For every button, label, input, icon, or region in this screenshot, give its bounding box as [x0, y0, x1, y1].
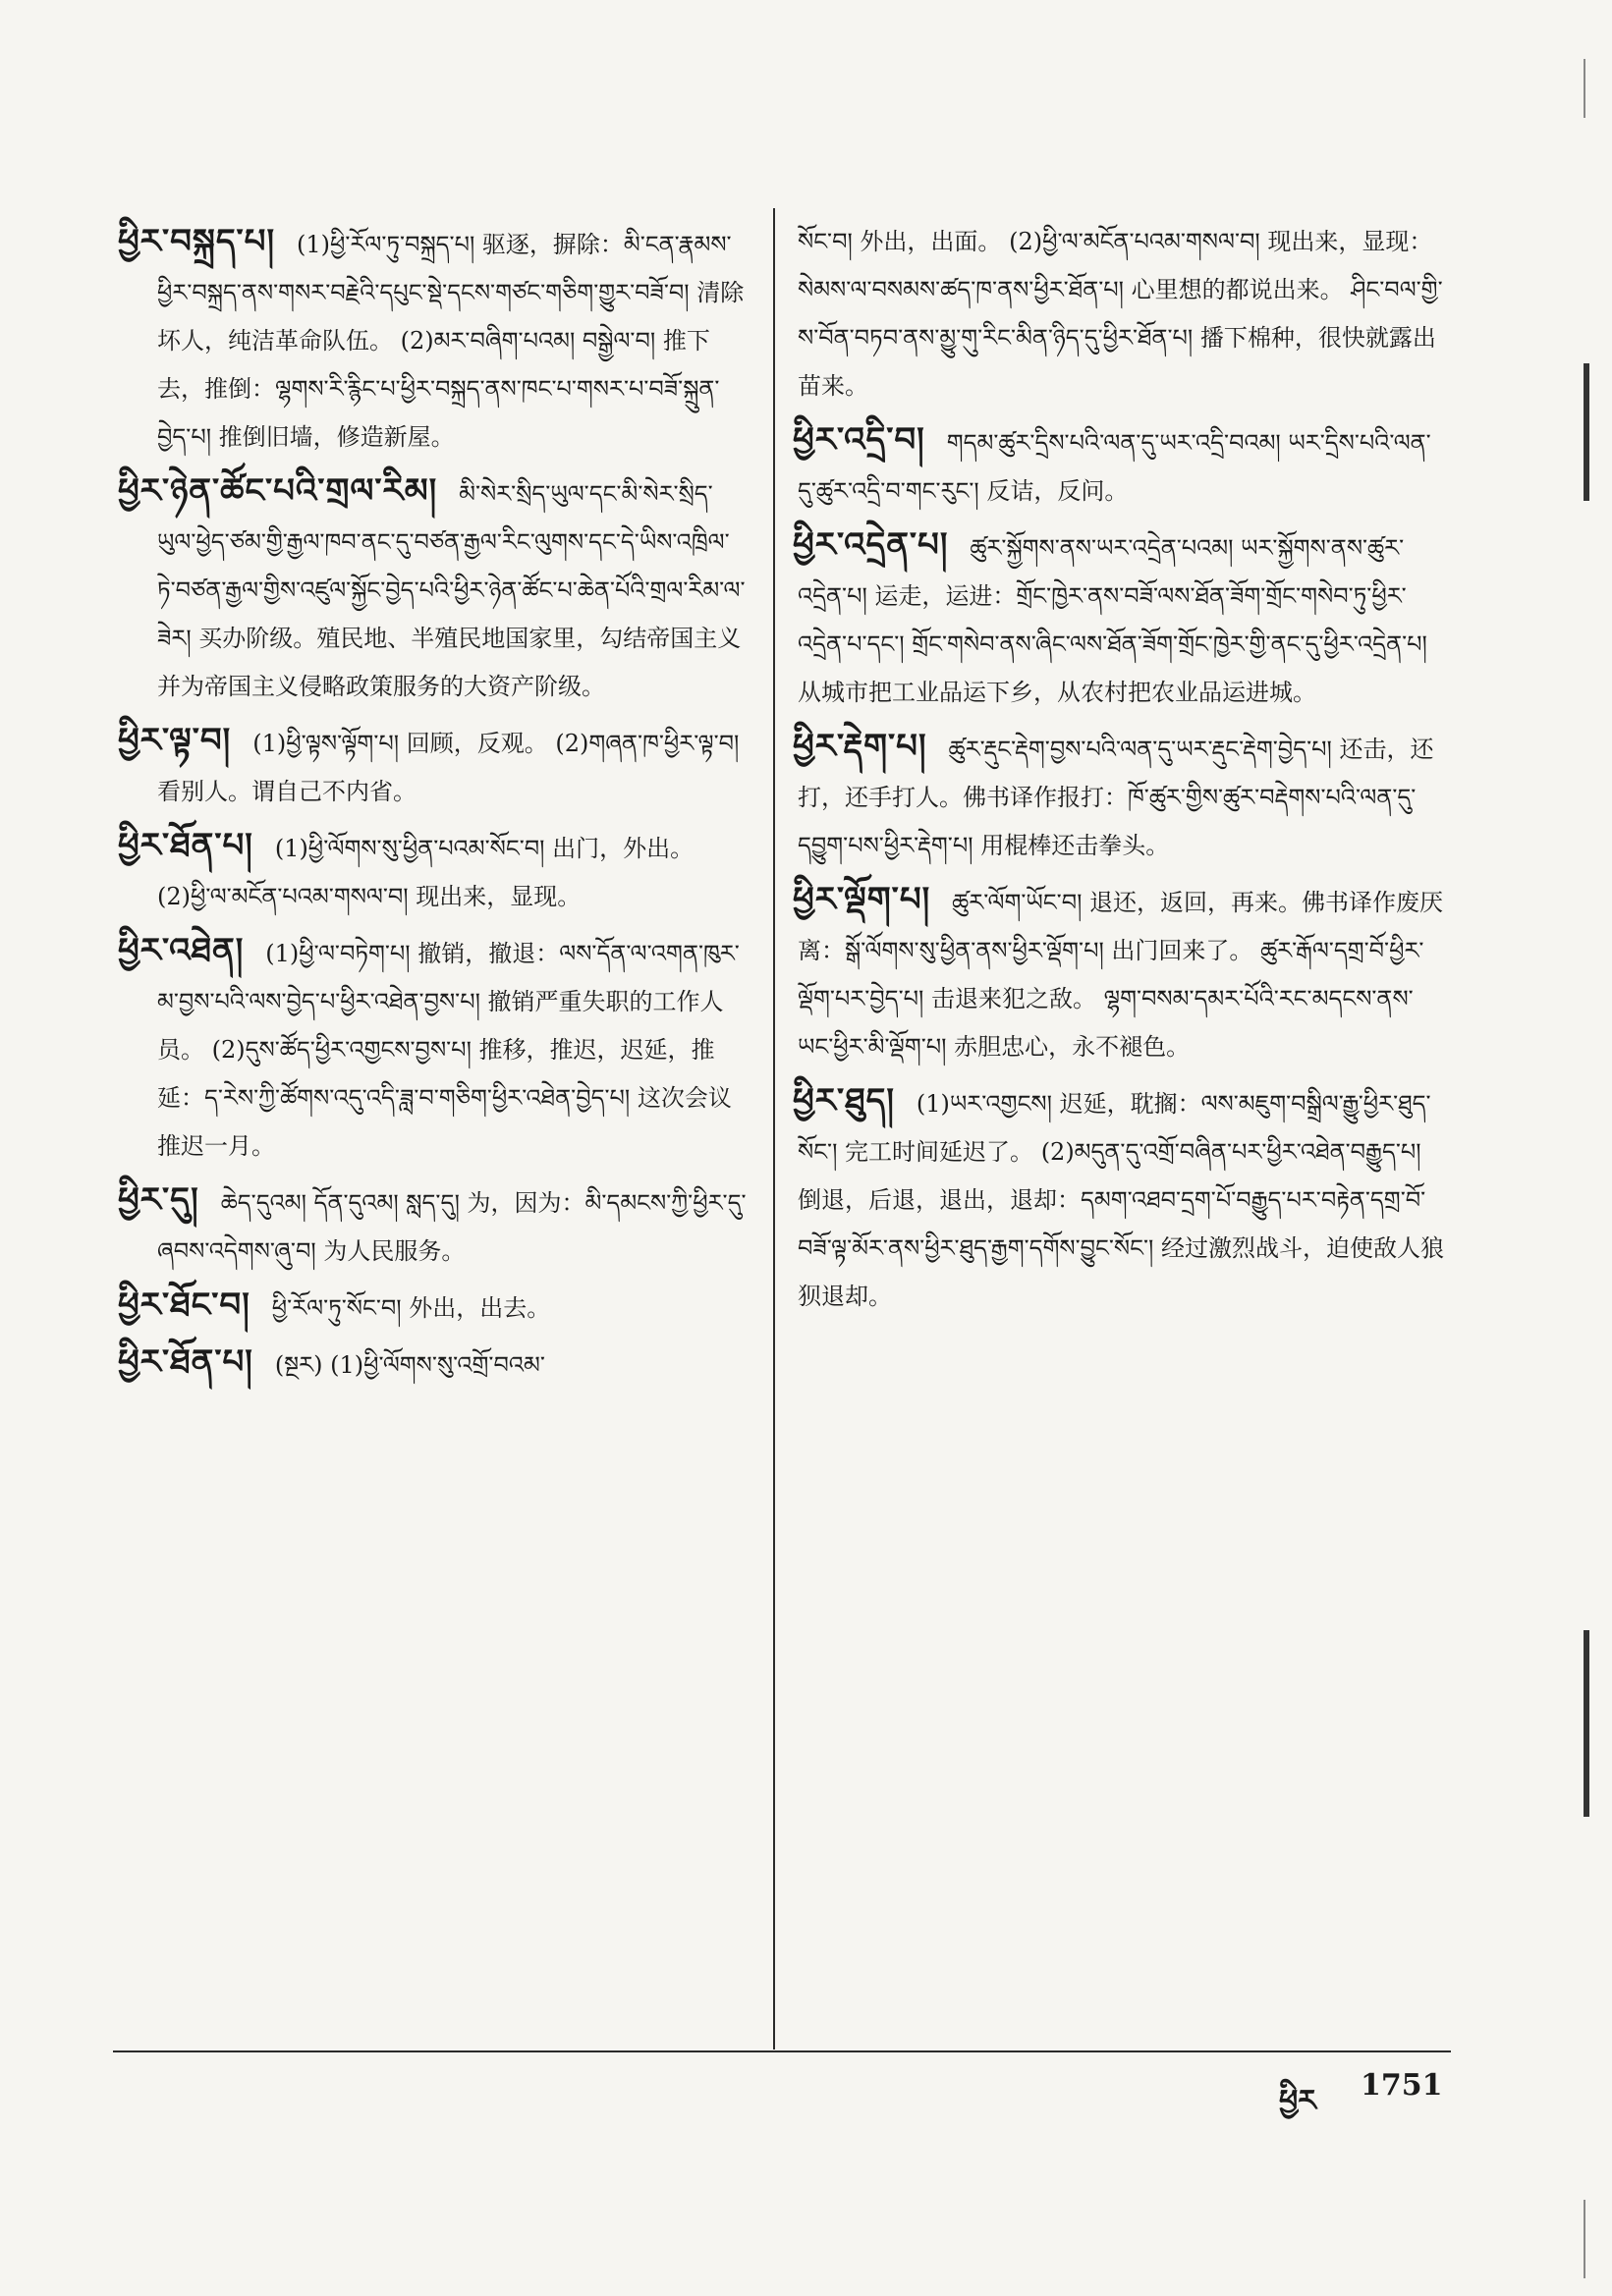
entry-definition: ཆེད་དུའམ། དོན་དུའམ། སླད་དུ། 为，因为：མི་དམངས་ཀྱི་ཕྱིར་དུ་ཞབས་འདེགས་ཞུ་བ། 为人民服务。 [157, 1189, 747, 1265]
entry-definition: (2)མར་བཞིག་པའམ། བསྒྱེལ་བ། 推下去，推倒：ལྷགས་རི་རྙིང་པ་ཕྱིར་བསྐྲད་ནས་ཁང་པ་གསར་པ་བཟོ་སྐྲུན་བྱེད་པ། 推倒旧墙，修造新屋。 [157, 327, 720, 451]
footer-rule [113, 2050, 1451, 2052]
column-divider [773, 208, 775, 2050]
entry-headword: ཕྱིར་ཐོང་བ། [118, 1285, 250, 1325]
entry-definition: གདམ་ཚུར་དྲིས་པའི་ལན་དུ་ཡར་འདྲི་བའམ། ཡར་དྲིས་པའི་ལན་དུ་ཚུར་འདྲི་བ་གང་རུང་། 反诘，反问。 [798, 429, 1431, 505]
dictionary-entry [118, 822, 747, 921]
entry-headword: ཕྱིར་འདྲི་བ། [793, 420, 925, 460]
dictionary-entry [793, 1077, 1446, 1321]
dictionary-entry [118, 717, 747, 816]
right-column [793, 218, 1446, 1327]
entry-headword: ཕྱིར་ཐོན་པ། [118, 826, 253, 865]
entry-headword: ཕྱིར་ཐོན་པ། [118, 1342, 253, 1382]
entry-definition: (1)ཕྱི་ལྟས་ལྟོག་པ། 回顾，反观。 [252, 730, 548, 757]
dictionary-entry [118, 218, 747, 462]
entry-headword: ཕྱིར་དུ། [118, 1180, 199, 1220]
entry-headword: ཕྱིར་ལྡོག་པ། [793, 880, 931, 919]
entry-definition: (2)ཕྱི་ལ་མངོན་པའམ་གསལ་བ། 现出来，显现：སེམས་ལ་བསམས་ཚད་ཁ་ནས་ཕྱིར་ཐོན་པ། 心里想的都说出来。 [798, 228, 1433, 303]
dictionary-entry [118, 927, 747, 1171]
entry-definition: ཚུར་རྡུང་རྡེག་བྱས་པའི་ལན་དུ་ཡར་རྡུང་རྡེག་བྱེད་པ། 还击，还打，还手打人。佛书译作报打：ཁོ་ཚུར་གྱིས་ཚུར་བརྡེགས་པའི་ལན་དུ་དབྱུག་པས་ཕྱིར་རྡེག་པ། 用棍棒还击拳头。 [798, 736, 1434, 859]
entry-definition: (1)ཕྱི་ལོགས་སུ་ཕྱིན་པའམ་སོང་བ། 出门，外出。 [274, 835, 695, 862]
entry-definition: (སྔར) (1)ཕྱི་ལོགས་སུ་འགྲོ་བའམ་ [274, 1351, 545, 1379]
entry-definition: (2)གཞན་ཁ་ཕྱིར་ལྟ་བ། 看别人。谓自己不内省。 [157, 730, 740, 805]
entry-definition: ཕྱི་རོལ་ཏུ་སོང་བ། 外出，出去。 [271, 1294, 551, 1322]
left-column [118, 218, 747, 1395]
dictionary-entry [118, 1282, 747, 1333]
entry-headword: ཕྱིར་ཐུད། [793, 1081, 895, 1121]
dictionary-entry [118, 1339, 747, 1390]
entry-headword: ཕྱིར་བསྐྲད་པ། [118, 222, 276, 261]
entry-headword: ཕྱིར་འདྲེན་པ། [793, 525, 949, 565]
dictionary-entry [793, 416, 1446, 516]
entry-definition: (2)ཕྱི་ལ་མངོན་པའམ་གསལ་བ། 现出来，显现。 [157, 883, 582, 910]
entry-definition: ཤིང་བལ་གྱི་ས་བོན་བཏབ་ནས་མྱུ་གུ་རིང་མིན་ཉིད་དུ་ཕྱིར་ཐོན་པ། 播下棉种，很快就露出苗来。 [798, 276, 1443, 400]
entry-definition: (1)ཡར་འགྱངས། 迟延，耽搁：ལས་མཇུག་བསྒྲིལ་རྒྱུ་ཕྱིར་ཐུད་སོང་། 完工时间延迟了。 [798, 1090, 1431, 1166]
scan-edge-mark [1584, 59, 1585, 118]
scan-edge-mark [1584, 2200, 1585, 2278]
entry-definition: ཚུར་རྒོལ་དགྲ་བོ་ཕྱིར་ལྡོག་པར་བྱེད་པ། 击退来犯之敌。 [798, 937, 1424, 1012]
dictionary-entry [798, 218, 1446, 410]
entry-headword: ཕྱིར་ལྟ་བ། [118, 721, 232, 760]
entry-definition: ལྷག་བསམ་དམར་པོའི་རང་མདངས་ནས་ཡང་ཕྱིར་མི་ལྡོག་པ། 赤胆忠心，永不褪色。 [798, 985, 1414, 1061]
scan-edge-mark [1584, 1630, 1589, 1817]
entry-definition: (1)ཕྱི་རོལ་ཏུ་བསྐྲད་པ། 驱逐，摒除：མི་ངན་རྣམས་ཕྱིར་བསྐྲད་ནས་གསར་བརྗེའི་དཔུང་སྡེ་དངས་གཙང་གཅིག་གྱུར་བཟོ་བ། 清除坏人，纯洁革命队伍。 [157, 231, 745, 355]
entry-definition: ཚུར་སྐྱོགས་ནས་ཡར་འདྲེན་པའམ། ཡར་སྐྱོགས་ནས་ཚུར་འདྲེན་པ། 运走，运进：གྲོང་ཁྱེར་ནས་བཟོ་ལས་ཐོན་ཟོག་གྲོང་གསེབ་ཏུ་ཕྱིར་འདྲེན་པ་དང་། གྲོང་གསེབ་ནས་ཞིང་ལས་ཐོན་ཟོག་གྲོང་ཁྱེར་གྱི་ནང་དུ་ཕྱིར་འདྲེན་པ། 从城市把工业品运下乡，从农村把农业品运进城。 [798, 534, 1427, 706]
scan-edge-mark [1584, 363, 1589, 501]
entry-definition: སོང་བ། 外出，出面。 [798, 228, 1002, 255]
dictionary-entry [118, 467, 747, 711]
entry-headword: ཕྱིར་རྡེག་པ། [793, 727, 927, 766]
dictionary-entry [793, 521, 1446, 717]
running-headword: ཕྱིར [1279, 2084, 1316, 2118]
entry-definition: (2)མདུན་དུ་འགྲོ་བཞིན་པར་ཕྱིར་འཐེན་བརྒྱུད་པ། 倒退，后退，退出，退却：དམག་འཐབ་དྲག་པོ་བརྒྱུད་པར་བརྟེན་དགྲ་བོ་བཟོ་ལྟ་མོར་ནས་ཕྱིར་ཐུད་རྒྱག་དགོས་བྱུང་སོང་། 经过激烈战斗，迫使敌人狼狈退却。 [798, 1138, 1444, 1310]
entry-definition: (1)ཕྱི་ལ་བཏེག་པ། 撤销，撤退：ལས་དོན་ལ་འགན་ཁུར་མ་བྱས་པའི་ལས་བྱེད་པ་ཕྱིར་འཐེན་བྱས་པ། 撤销严重失职的工作人员。 [157, 940, 740, 1064]
entry-definition: མི་སེར་སྲིད་ཡུལ་དང་མི་སེར་སྲིད་ཡུལ་ཕྱེད་ཙམ་གྱི་རྒྱལ་ཁབ་ནང་དུ་བཙན་རྒྱལ་རིང་ལུགས་དང་དེ་ཡིས་འཁྲིལ་ཏེ་བཙན་རྒྱལ་གྱིས་འཛུལ་སྐྱོང་བྱེད་པའི་ཕྱིར་ཉེན་ཚོང་པ་ཆེན་པོའི་གྲལ་རིམ་ལ་ཟེར། 买办阶级。殖民地、半殖民地国家里，勾结帝国主义并为帝国主义侵略政策服务的大资产阶级。 [157, 480, 746, 700]
dictionary-entry [793, 876, 1446, 1071]
entry-definition: ཚུར་ལོག་ཡོང་བ། 退还，返回，再来。佛书译作废厌离：སྒོ་ལོགས་སུ་ཕྱིན་ནས་ཕྱིར་ལྡོག་པ། 出门回来了。 [798, 889, 1444, 964]
dictionary-entry [793, 723, 1446, 870]
page-number: 1751 [1361, 2068, 1443, 2103]
entry-headword: ཕྱིར་ཉེན་ཚོང་པའི་གྲལ་རིམ། [118, 471, 438, 511]
entry-definition: (2)དུས་ཚོད་ཕྱིར་འགྱངས་བྱས་པ། 推移，推迟，迟延，推延：ད་རེས་ཀྱི་ཚོགས་འདུ་འདི་ཟླ་བ་གཅིག་ཕྱིར་འཐེན་བྱེད་པ། 这次会议推迟一月。 [157, 1036, 732, 1160]
entry-headword: ཕྱིར་འཐེན། [118, 931, 245, 970]
dictionary-entry [118, 1176, 747, 1276]
